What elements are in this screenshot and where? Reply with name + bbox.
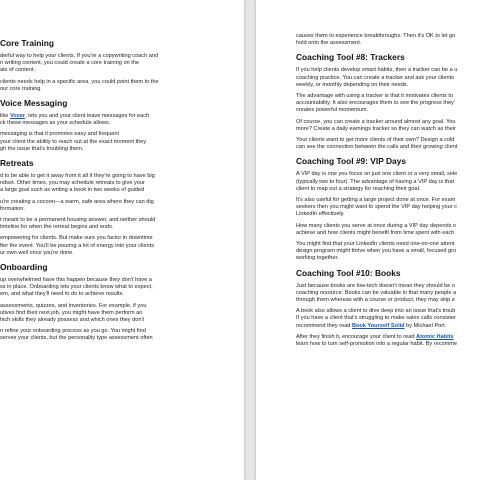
- body-paragraph: [0, 199, 230, 213]
- document-page-left: [0, 0, 244, 480]
- body-paragraph: [296, 137, 500, 151]
- text-line: coaching practice. You can create a tracker and ask your clients: [296, 74, 454, 81]
- text-line: Your clients want to get more clients of their own? Design a cold: [296, 137, 455, 144]
- text-line: n writing content, you could create a core training on the: [0, 60, 139, 67]
- book-yourself-solid-link[interactable]: Book Yourself Solid: [351, 322, 405, 329]
- section-heading: Coaching Tool #8: Trackers: [296, 52, 405, 63]
- text-line: a large goal such as writing a book in two weeks of guided: [0, 187, 145, 194]
- text-line: A VIP day is one you focus on just one client or a very small, sele: [296, 171, 458, 178]
- body-paragraph: [296, 334, 500, 348]
- body-paragraph: [0, 53, 230, 75]
- text-line: Just because books are low-tech doesn't mean they should be o: [296, 282, 456, 289]
- section-heading: Onboarding: [0, 262, 48, 273]
- text-line: weekly, or monthly depending on their needs.: [296, 81, 409, 88]
- document-page-right: [256, 0, 500, 480]
- section-heading: Voice Messaging: [0, 98, 68, 109]
- body-paragraph: [296, 241, 500, 263]
- text-line: learn how to turn self-promotion into a regular habit. By recomme: [296, 341, 458, 348]
- text-line: seekers then you might want to spend the VIP day helping your c: [296, 204, 457, 211]
- text-line: formation.: [0, 205, 25, 212]
- text-line: If you help clients develop smart habits, then a tracker can be a u: [296, 67, 458, 74]
- text-line: Of course, you can create a tracker around almost any goal. You: [296, 118, 456, 125]
- text-line: design program might thrive when you have a small, focused gro: [296, 248, 457, 255]
- text-line: coaching resource. Books can be valuable in that many people a: [296, 289, 457, 296]
- text-line: (typically two to four). The advantage of having a VIP day is that: [296, 178, 455, 185]
- text-line: recommend they read Book Yourself Solid by Michael Port.: [296, 322, 447, 329]
- text-line: messaging is that it promotes easy and frequent: [0, 131, 120, 138]
- body-paragraph: [0, 277, 230, 299]
- text-line: n refine your onboarding process as you go. You might find: [0, 328, 146, 335]
- body-paragraph: [0, 79, 230, 93]
- text-line: causes them to experience breakthroughs. Then it's OK to let go: [296, 33, 456, 39]
- body-paragraph: [296, 197, 500, 219]
- body-paragraph: [296, 93, 500, 115]
- text-line: It's also useful for getting a large project done at once. For exam: [296, 197, 456, 204]
- body-paragraph: [0, 113, 230, 127]
- text-line: ss in place. Onboarding lets your clients know what to expect,: [0, 284, 153, 291]
- text-line: u're creating a cocoon—a warm, safe area where they can dig: [0, 198, 154, 205]
- text-line: ats of content.: [0, 67, 36, 74]
- body-paragraph: [0, 173, 230, 195]
- body-paragraph: [0, 303, 230, 325]
- text-line: You might find that your LinkedIn clients need one-on-one attent: [296, 241, 455, 248]
- body-paragraph: [296, 119, 500, 133]
- text-line: assessments, quizzes, and inventories. For example, if you: [0, 302, 147, 309]
- text-line: LinkedIn effectively.: [296, 211, 345, 218]
- text-line: up overwhelmed have this happen because they don't have a: [0, 277, 152, 284]
- text-line: our core training.: [0, 85, 42, 92]
- page-left-content: [0, 33, 230, 347]
- text-line: can see the connection between the calls and their growing client: [296, 144, 458, 151]
- body-paragraph: [0, 217, 230, 231]
- text-line: more? Create a daily earnings tracker so they can watch as their: [296, 125, 456, 132]
- intro-paragraph: [296, 33, 500, 47]
- section-heading: Coaching Tool #9: VIP Days: [296, 156, 406, 167]
- text-line: achieve and how clients might benefit from time spent with each: [296, 229, 455, 236]
- text-line: derful way to help your clients. If you're a copywriting coach and: [0, 53, 159, 59]
- text-line: fter the event. You'll be pouring a lot of energy into your clients: [0, 242, 155, 249]
- text-line: ur own well once you're done.: [0, 249, 74, 256]
- text-line: ck these messages as your schedule allows.: [0, 120, 111, 127]
- text-line: utives find their next job, you might have them perform an: [0, 309, 143, 316]
- text-line: ndset. Other times, you may schedule retreats to give your: [0, 180, 145, 187]
- text-line: hich skills they already possess and which ones they don't: [0, 317, 145, 324]
- text-line: through them whereas with a course or product, they may skip e: [296, 297, 455, 304]
- body-paragraph: [296, 171, 500, 193]
- text-line: How many clients you serve at once during a VIP day depends o: [296, 222, 457, 229]
- page-right-content: [296, 33, 500, 352]
- text-line: If you have a client that's struggling to make sales calls consister: [296, 315, 456, 322]
- text-line: like Voxer, lets you and your client leave messages for each: [0, 113, 150, 120]
- text-line: accountability. It also encourages them to see the progress they': [296, 100, 455, 107]
- body-paragraph: [296, 308, 500, 330]
- text-line: The advantage with using a tracker is that it motivates clients to: [296, 93, 454, 100]
- body-paragraph: [0, 328, 230, 342]
- body-paragraph: [0, 235, 230, 257]
- body-paragraph: [296, 223, 500, 237]
- text-line: d to be able to get it away from it all if they're going to have big: [0, 173, 155, 180]
- body-paragraph: [0, 131, 230, 153]
- text-line: serves your clients, but the personality type assessment often: [0, 335, 153, 342]
- text-line: timeline for when the retreat begins and ends.: [0, 224, 114, 231]
- voxer-link[interactable]: Voxer: [9, 113, 26, 120]
- atomic-habits-link[interactable]: Atomic Habits: [416, 333, 454, 340]
- body-paragraph: [296, 67, 500, 89]
- text-line: your client the ability to reach out at the exact moment they: [0, 138, 147, 145]
- text-line: creates powerful momentum.: [296, 107, 369, 114]
- text-line: clients needs help in a specific area, you could point them to the: [0, 78, 159, 85]
- text-line: After they finish it, encourage your client to read Atomic Habits: [296, 333, 454, 340]
- text-line: gh the issue that's troubling them.: [0, 145, 84, 152]
- text-line: empowering for clients. But make sure you factor in downtime: [0, 235, 153, 242]
- text-line: t meant to be a permanent housing answer, and neither should: [0, 217, 156, 224]
- text-line: em, and what they'll need to do to achieve results.: [0, 291, 124, 298]
- text-line: hold onto the assessment.: [296, 40, 362, 47]
- text-line: working together.: [296, 255, 339, 262]
- section-heading: Retreats: [0, 158, 34, 169]
- text-line: client to map out a strategy for reaching their goal.: [296, 185, 421, 192]
- text-line: A book also allows a client to dive deep into an issue that's troub: [296, 308, 456, 315]
- body-paragraph: [296, 283, 500, 305]
- section-heading: Coaching Tool #10: Books: [296, 267, 401, 278]
- section-heading: Core Training: [0, 38, 54, 48]
